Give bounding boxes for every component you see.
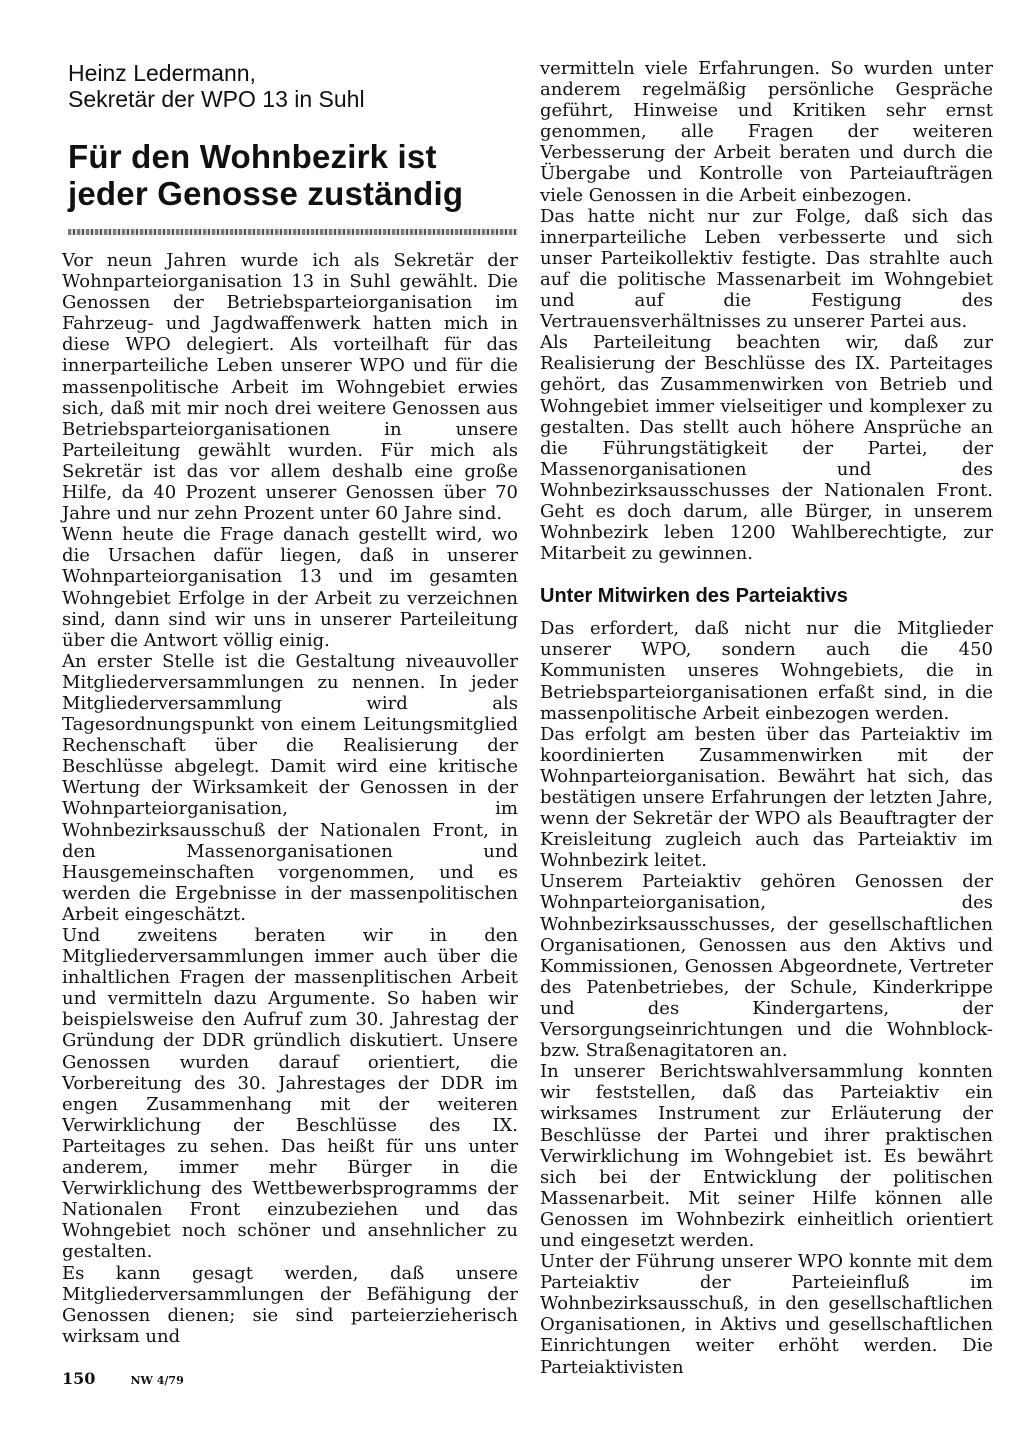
paragraph: Das erfordert, daß nicht nur die Mitglieder unserer WPO, sondern auch die 450 Kommunisten unseres Wohngebiets, die in Betriebsparteiorganisationen erfaßt sind, in die massenpolitische Arbeit einbezogen werden. [540,618,993,724]
title-line-1: Für den Wohnbezirk ist [68,138,437,175]
paragraph: Als Parteileitung beachten wir, daß zur Realisierung der Beschlüsse des IX. Parteitages gehört, das Zusammenwirken von Betrieb und Wohngebiet immer vielseitiger und komplexer zu gestalten. Das stellt auch höhere Ansprüche an die Führungstätigkeit der Partei, der Massenorganisationen und des Wohnbezirksausschusses der Nationalen Front. Geht es doch darum, alle Bürger, in unserem Wohnbezirk leben 1200 Wahlberechtigte, zur Mitarbeit zu gewinnen. [540,332,993,565]
author-name: Heinz Ledermann, [68,60,256,86]
paragraph: vermitteln viele Erfahrungen. So wurden unter anderem regelmäßig persönliche Gespräche geführt, Hinweise und Kritiken sehr ernst genommen, alle Fragen der weiteren Verbesserung der Arbeit beraten und durch die Übergabe und Kontrolle von Parteiaufträgen viele Genossen in die Arbeit einbezogen. [540,58,993,206]
paragraph: Unserem Parteiaktiv gehören Genossen der Wohnparteiorganisation, des Wohnbezirksausschusses, der gesellschaftlichen Organisationen, Genossen aus den Aktivs und Kommissionen, Genossen Abgeordnete, Vertreter des Patenbetriebes, der Schule, Kinderkrippe und des Kindergartens, der Versorgungseinrichtungen und die Wohnblock- bzw. Straßenagitatoren an. [540,871,993,1062]
paragraph: Es kann gesagt werden, daß unsere Mitgliederversammlungen der Befähigung der Genossen dienen; sie sind parteierzieherisch wirksam und [62,1262,518,1347]
paragraph: An erster Stelle ist die Gestaltung niveauvoller Mitgliederversammlungen zu nennen. In jeder Mitgliederversammlung wird als Tagesordnungspunkt von einem Leitungsmitglied Rechenschaft über die Realisierung der Beschlüsse abgelegt. Damit wird eine kritische Wertung der Wirksamkeit der Genossen in der Wohnparteiorganisation, im Wohnbezirksausschuß der Nationalen Front, in den Massenorganisationen und Hausgemeinschaften vorgenommen, und es werden die Ergebnisse in der massenpolitischen Arbeit eingeschätzt. [62,650,518,925]
journal-issue: NW 4/79 [130,1374,184,1387]
title-rule [68,229,518,235]
paragraph: Wenn heute die Frage danach gestellt wird, wo die Ursachen dafür liegen, daß in unserer Wohnparteiorganisation 13 und im gesamten Wohngebiet Erfolge in der Arbeit zu verzeichnen sind, dann sind wir uns in unserer Parteileitung über die Antwort völlig einig. [62,524,518,651]
paragraph: Das erfolgt am besten über das Parteiaktiv im koordinierten Zusammenwirken mit der Wohnparteiorganisation. Bewährt hat sich, das bestätigen unsere Erfahrungen der letzten Jahre, wenn der Sekretär der WPO als Beauftragter der Kreisleitung zugleich auch das Parteiaktiv im Wohnbezirk leitet. [540,723,993,872]
paragraph: Vor neun Jahren wurde ich als Sekretär der Wohnparteiorganisation 13 in Suhl gewählt. Die Genossen der Betriebsparteiorganisation im Fahrzeug- und Jagdwaffenwerk hatten mich in diese WPO delegiert. Als vorteilhaft für das innerparteiliche Leben unserer WPO und für die massenpolitische Arbeit im Wohngebiet erwies sich, daß mit mir noch drei weitere Genossen aus Betriebsparteiorganisationen in unsere Parteileitung gewählt wurden. Für mich als Sekretär ist das vor allem deshalb eine große Hilfe, da 40 Prozent unserer Genossen über 70 Jahre und nur zehn Prozent unter 60 Jahre sind. [62,250,518,525]
left-column [62,250,518,1347]
right-column [540,58,993,1378]
title-line-2: jeder Genosse zuständig [68,175,464,212]
section-subheading: Unter Mitwirken des Parteiaktivs [540,585,848,608]
paragraph: Und zweitens beraten wir in den Mitgliederversammlungen immer auch über die inhaltlichen Fragen der massenplitischen Arbeit und vermitteln dazu Argumente. So haben wir beispielsweise den Aufruf zum 30. Jahrestag der Gründung der DDR gründlich diskutiert. Unsere Genossen wurden darauf orientiert, die Vorbereitung des 30. Jahrestages der DDR im engen Zusammenhang mit der weiteren Verwirklichung der Beschlüsse des IX. Parteitages zu sehen. Das heißt für uns unter anderem, immer mehr Bürger in die Verwirklichung des Wettbewerbsprogramms der Nationalen Front einzubeziehen und das Wohngebiet noch schöner und ansehnlicher zu gestalten. [62,925,518,1263]
author-block [68,60,508,112]
paragraph: Das hatte nicht nur zur Folge, daß sich das innerparteiliche Leben verbesserte und sich unser Parteikollektiv festigte. Das strahlte auch auf die politische Massenarbeit im Wohngebiet und auf die Festigung des Vertrauensverhältnisses zu unserer Partei aus. [540,205,993,333]
page-number: 150 [62,1369,96,1388]
author-role: Sekretär der WPO 13 in Suhl [68,86,365,112]
paragraph: Unter der Führung unserer WPO konnte mit dem Parteiaktiv der Parteieinfluß im Wohnbezirksausschuß, in den gesellschaftlichen Organisationen, in Aktivs und gesellschaftlichen Einrichtungen weiter erhöht werden. Die Parteiaktivisten [540,1251,993,1378]
page-footer [62,1369,362,1388]
paragraph: In unserer Berichtswahlversammlung konnten wir feststellen, daß das Parteiaktiv ein wirksames Instrument zur Erläuterung der Beschlüsse der Partei und ihrer praktischen Verwirklichung im Wohngebiet ist. Es bewährt sich bei der Entwicklung der politischen Massenarbeit. Mit seiner Hilfe können alle Genossen im Wohnbezirk einheitlich orientiert und eingesetzt werden. [540,1061,993,1251]
article-title [68,138,518,212]
